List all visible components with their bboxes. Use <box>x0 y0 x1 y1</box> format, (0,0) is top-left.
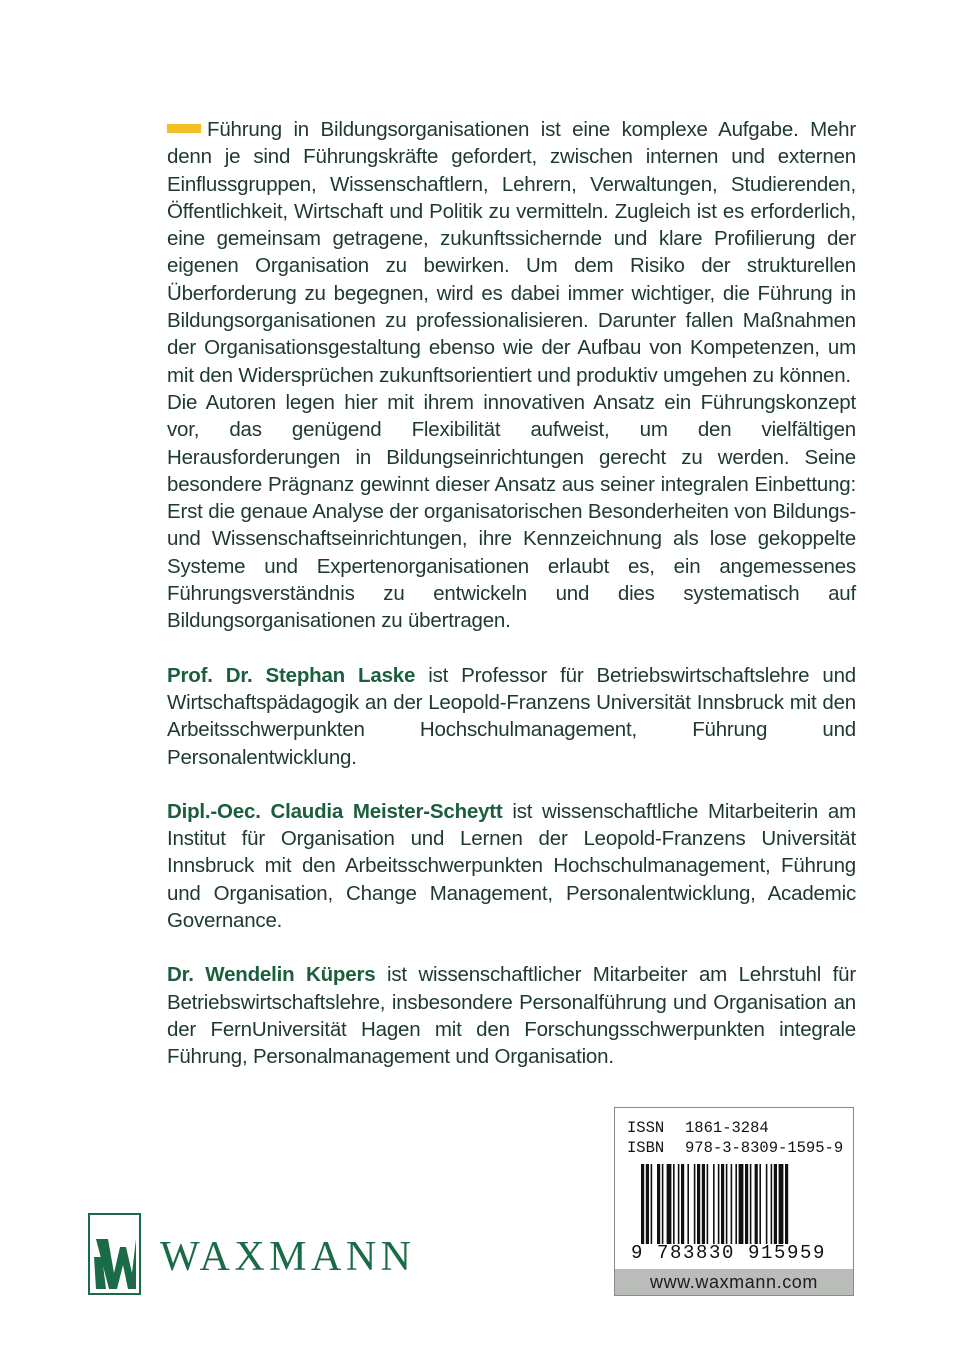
barcode-bar <box>785 1164 788 1244</box>
barcode-bar <box>721 1164 724 1244</box>
author-bio-text: ist Professor für Betriebswirtschaftslehre und Wirtschaftspädagogik an der Leopold-Franzens Universität Innsbruck mit den Arbeitsschwerpunkten Hochschulmanagement, Führung und Personalentwicklung. <box>167 663 856 769</box>
author-bio-1 <box>167 662 856 771</box>
barcode-bar <box>657 1164 660 1244</box>
issn-row <box>627 1118 843 1138</box>
barcode-bar <box>667 1164 672 1244</box>
barcode-bar <box>673 1164 675 1244</box>
blurb-paragraph-1: Führung in Bildungsorganisationen ist eine komplexe Aufgabe. Mehr denn je sind Führungskräfte gefordert, zwischen internen und externen Einflussgruppen, Wissenschaftlern, Lehrern, Verwaltungen, Studierenden, Öffentlichkeit, Wirtschaft und Politik zu vermitteln. Zugleich ist es erforderlich, eine gemeinsam getragene, zukunftssichernde und klare Profilierung der eigenen Organisation zu bewirken. Um dem Risiko der strukturellen Überforderung zu begegnen, wird es dabei immer wichtiger, die Führung in Bildungsorganisationen zu professionalisieren. Darunter fallen Maßnahmen der Organisationsgestaltung ebenso wie der Aufbau von Kompetenzen, um mit den Widersprüchen zukunftsorientiert und produktiv umgehen zu können. <box>167 118 856 387</box>
barcode-bar <box>766 1164 768 1244</box>
barcode-bar <box>739 1164 744 1244</box>
publisher-url: www.waxmann.com <box>615 1269 853 1295</box>
barcode-bar <box>694 1164 696 1244</box>
author-bio-text: ist wissenschaftlicher Mitarbeiter am Lehrstuhl für Betriebswirtschaftslehre, insbesondere Personalführung und Organisation an der FernUniversität Hagen mit den Forschungsschwerpunkten integrale Führung, Personalmanagement und Organisation. <box>167 963 856 1069</box>
barcode-bar <box>702 1164 705 1244</box>
barcode-bar <box>718 1164 720 1244</box>
author-bio-2 <box>167 798 856 934</box>
barcode-bar <box>662 1164 664 1244</box>
barcode-bar <box>779 1164 784 1244</box>
waxmann-logo-icon <box>88 1213 141 1295</box>
blurb-paragraph-2: Die Autoren legen hier mit ihrem innovativen Ansatz ein Führungskonzept vor, das genügend Flexibilität aufweist, um den vielfältigen Herausforderungen in Bildungseinrichtungen gerecht zu werden. Seine besondere Prägnanz gewinnt dieser Ansatz aus seiner integralen Einbettung: Erst die genaue Analyse der organisatorischen Besonderheiten von Bildungs- und Wissenschaftseinrichtungen, ihre Kennzeichnung als lose gekoppelte Systeme und Expertenorganisationen erlaubt es, ein angemessenes Führungsverständnis zu entwickeln und dies systematisch auf Bildungsorganisationen zu übertragen. <box>167 390 856 633</box>
author-name: Dipl.-Oec. Claudia Meister-Scheytt <box>167 799 503 823</box>
issn-label: ISSN <box>627 1119 665 1137</box>
barcode-bar <box>750 1164 752 1244</box>
barcode-bar <box>774 1164 777 1244</box>
author-name: Prof. Dr. Stephan Laske <box>167 663 416 687</box>
barcode-bar <box>681 1164 684 1244</box>
barcode-bar <box>759 1164 761 1244</box>
barcode-bar <box>678 1164 680 1244</box>
author-bio-3 <box>167 961 856 1070</box>
barcode-panel <box>614 1107 854 1296</box>
barcode-bar <box>651 1164 653 1244</box>
barcode-bar <box>755 1164 758 1244</box>
barcode-bar <box>726 1164 728 1244</box>
ean-digits: 9 783830 915959 <box>631 1242 827 1264</box>
author-bio-text: ist wissenschaftliche Mitarbeiterin am Institut für Organisation und Lernen der Leopold-Franzens Universität Innsbruck mit den Arbeitsschwerpunkten Hochschulmanagement, Führung und Organisation, Change Management, Personalentwicklung, Academic Governance. <box>167 799 856 933</box>
barcode-bars <box>641 1164 837 1244</box>
barcode-bar <box>745 1164 748 1244</box>
barcode-bar <box>646 1164 649 1244</box>
barcode-bar <box>641 1164 644 1244</box>
barcode-bar <box>697 1164 700 1244</box>
publisher-name: WAXMANN <box>160 1234 416 1280</box>
barcode-bar <box>731 1164 733 1244</box>
isbn-value: 978-3-8309-1595-9 <box>685 1139 844 1157</box>
barcode-bar <box>735 1164 737 1244</box>
identifier-codes <box>627 1118 843 1158</box>
back-cover-text <box>167 116 856 1071</box>
author-name: Dr. Wendelin Küpers <box>167 963 376 987</box>
isbn-row <box>627 1138 843 1158</box>
barcode-bar <box>687 1164 689 1244</box>
issn-value: 1861-3284 <box>685 1119 769 1137</box>
barcode-bar <box>713 1164 715 1244</box>
barcode-bar <box>771 1164 773 1244</box>
barcode-bar <box>707 1164 709 1244</box>
isbn-label: ISBN <box>627 1139 665 1157</box>
accent-bar <box>167 124 201 133</box>
